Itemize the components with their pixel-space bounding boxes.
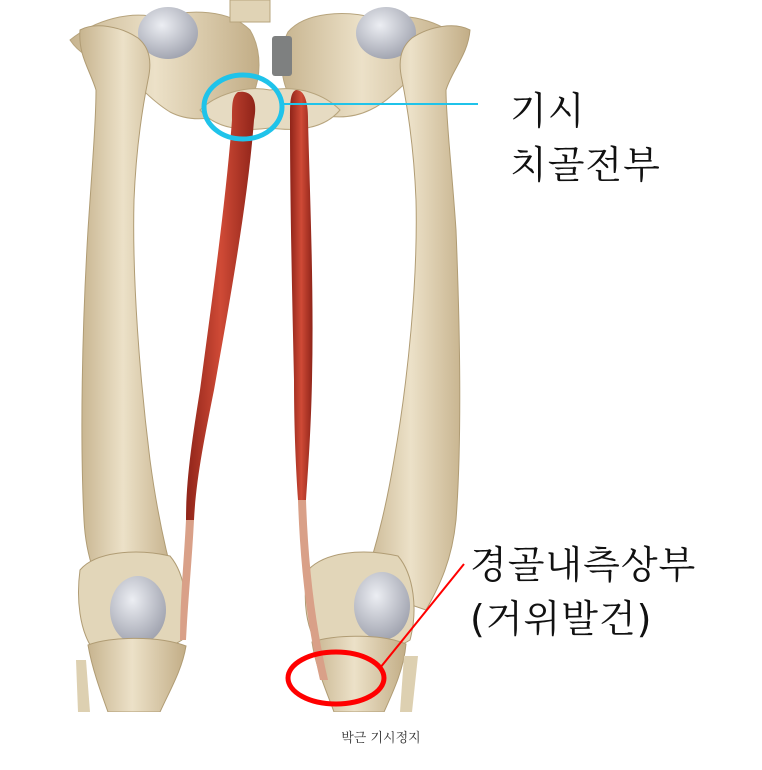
figure-caption: 박근 기시정지 <box>341 731 421 746</box>
insertion-label-line1: 경골내측상부 <box>470 543 697 587</box>
left-femur <box>79 26 187 652</box>
insertion-label-line2: (거위발건) <box>470 597 653 641</box>
gracilis-left <box>180 92 255 640</box>
right-femur <box>305 26 470 652</box>
origin-label-line2: 치골전부 <box>510 143 661 187</box>
origin-label-line1: 기시 <box>510 89 586 133</box>
